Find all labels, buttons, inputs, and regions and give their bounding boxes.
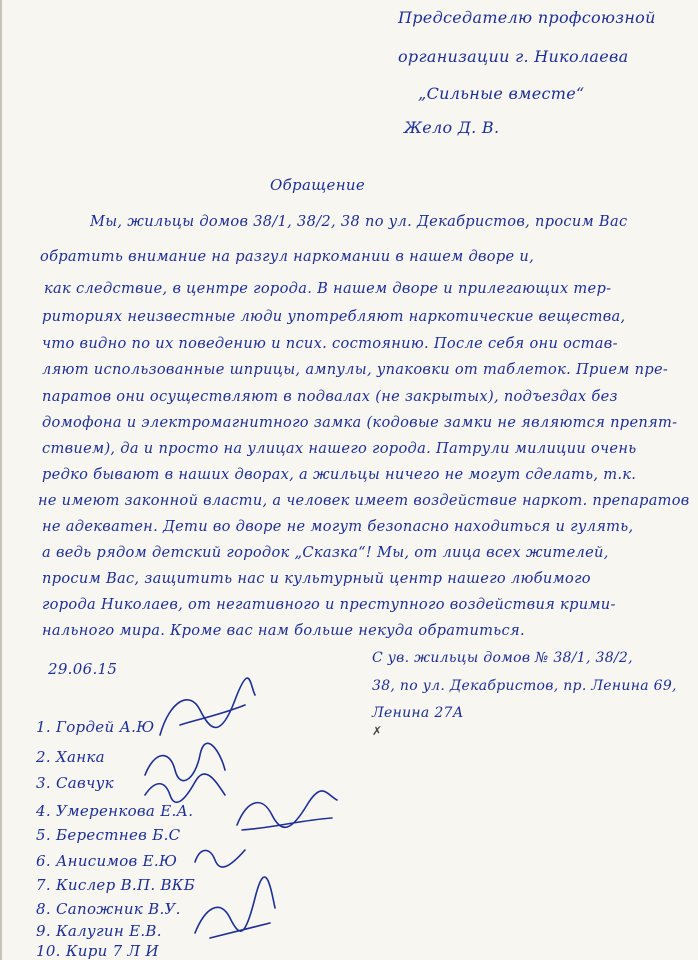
signature-name: Умеренкова Е.А. xyxy=(56,802,194,820)
signature-row xyxy=(36,748,105,766)
signature-name: Анисимов Е.Ю xyxy=(56,852,178,870)
signature-number: 10. xyxy=(36,942,61,960)
signature-scribble-3 xyxy=(140,770,230,805)
signature-number: 7. xyxy=(36,876,51,894)
body-line: а ведь рядом детский городок „Сказка“! Мы, от лица всех жителей, xyxy=(42,544,609,561)
body-line: не адекватен. Дети во дворе не могут безопасно находиться и гулять, xyxy=(42,518,634,535)
letter-date: 29.06.15 xyxy=(48,660,118,678)
signature-name: Кири 7 Л И xyxy=(65,942,159,960)
signature-row xyxy=(36,718,154,736)
body-line: нального мира. Кроме вас нам больше некуда обратиться. xyxy=(42,622,525,639)
signature-number: 8. xyxy=(36,900,51,918)
signature-scribble-4 xyxy=(232,790,342,840)
body-line: редко бывают в наших дворах, а жильцы ничего не могут сделать, т.к. xyxy=(42,466,637,483)
signature-name: Калугин Е.В. xyxy=(56,922,162,940)
signature-number: 1. xyxy=(36,718,51,736)
body-line: обратить внимание на разгул наркомании в нашем дворе и, xyxy=(40,248,535,265)
signature-name: Гордей А.Ю xyxy=(56,718,155,736)
signature-number: 4. xyxy=(36,802,51,820)
body-line: города Николаев, от негативного и преступного воздействия крими- xyxy=(42,596,616,613)
signature-number: 3. xyxy=(36,774,51,792)
signature-row xyxy=(36,922,162,940)
signature-scribble-6 xyxy=(190,878,280,948)
body-line: ствием), да и просто на улицах нашего города. Патрули милиции очень xyxy=(42,440,637,457)
body-line: риториях неизвестные люди употребляют наркотические вещества, xyxy=(42,308,626,325)
signature-scribble-5 xyxy=(190,842,250,872)
closing-line-2: 38, по ул. Декабристов, пр. Ленина 69, xyxy=(372,678,677,694)
signature-number: 6. xyxy=(36,852,51,870)
signature-name: Кислер В.П. ВКБ xyxy=(56,876,196,894)
signature-name: Савчук xyxy=(56,774,114,792)
body-line: паратов они осуществляют в подвалах (не закрытых), подъездах без xyxy=(42,388,618,405)
signature-row xyxy=(36,942,159,960)
body-line: Мы, жильцы домов 38/1, 38/2, 38 по ул. Декабристов, просим Вас xyxy=(90,213,628,230)
addressee-line-4: Жело Д. В. xyxy=(404,118,500,137)
body-line: ляют использованные шприцы, ампулы, упаковки от таблеток. Прием пре- xyxy=(42,361,669,378)
signature-name: Ханка xyxy=(56,748,105,766)
signature-name: Сапожник В.У. xyxy=(56,900,181,918)
page-edge-line xyxy=(0,0,2,960)
signature-number: 2. xyxy=(36,748,51,766)
closing-line-1: С ув. жильцы домов № 38/1, 38/2, xyxy=(372,650,633,666)
signature-number: 5. xyxy=(36,826,51,844)
closing-line-3: Ленина 27А xyxy=(372,705,464,721)
signature-row xyxy=(36,876,195,894)
body-line: просим Вас, защитить нас и культурный центр нашего любимого xyxy=(42,570,591,587)
signature-number: 9. xyxy=(36,922,51,940)
signature-row xyxy=(36,852,177,870)
margin-mark: ✗ xyxy=(372,724,383,738)
addressee-line-3: „Сильные вместе“ xyxy=(418,84,585,103)
signature-row xyxy=(36,774,114,792)
body-line: как следствие, в центре города. В нашем дворе и прилегающих тер- xyxy=(44,280,612,297)
signature-row xyxy=(36,826,180,844)
body-line: не имеют законной власти, а человек имеет воздействие наркот. препаратов xyxy=(38,492,690,509)
signature-row xyxy=(36,900,181,918)
body-line: что видно по их поведению и псих. состоянию. После себя они остав- xyxy=(42,335,618,352)
addressee-line-1: Председателю профсоюзной xyxy=(398,8,656,27)
document-title: Обращение xyxy=(270,176,366,194)
signature-scribble-1 xyxy=(150,680,260,750)
body-line: домофона и электромагнитного замка (кодовые замки не являются препят- xyxy=(42,414,678,431)
addressee-line-2: организации г. Николаева xyxy=(398,47,629,66)
signature-name: Берестнев Б.С xyxy=(56,826,181,844)
